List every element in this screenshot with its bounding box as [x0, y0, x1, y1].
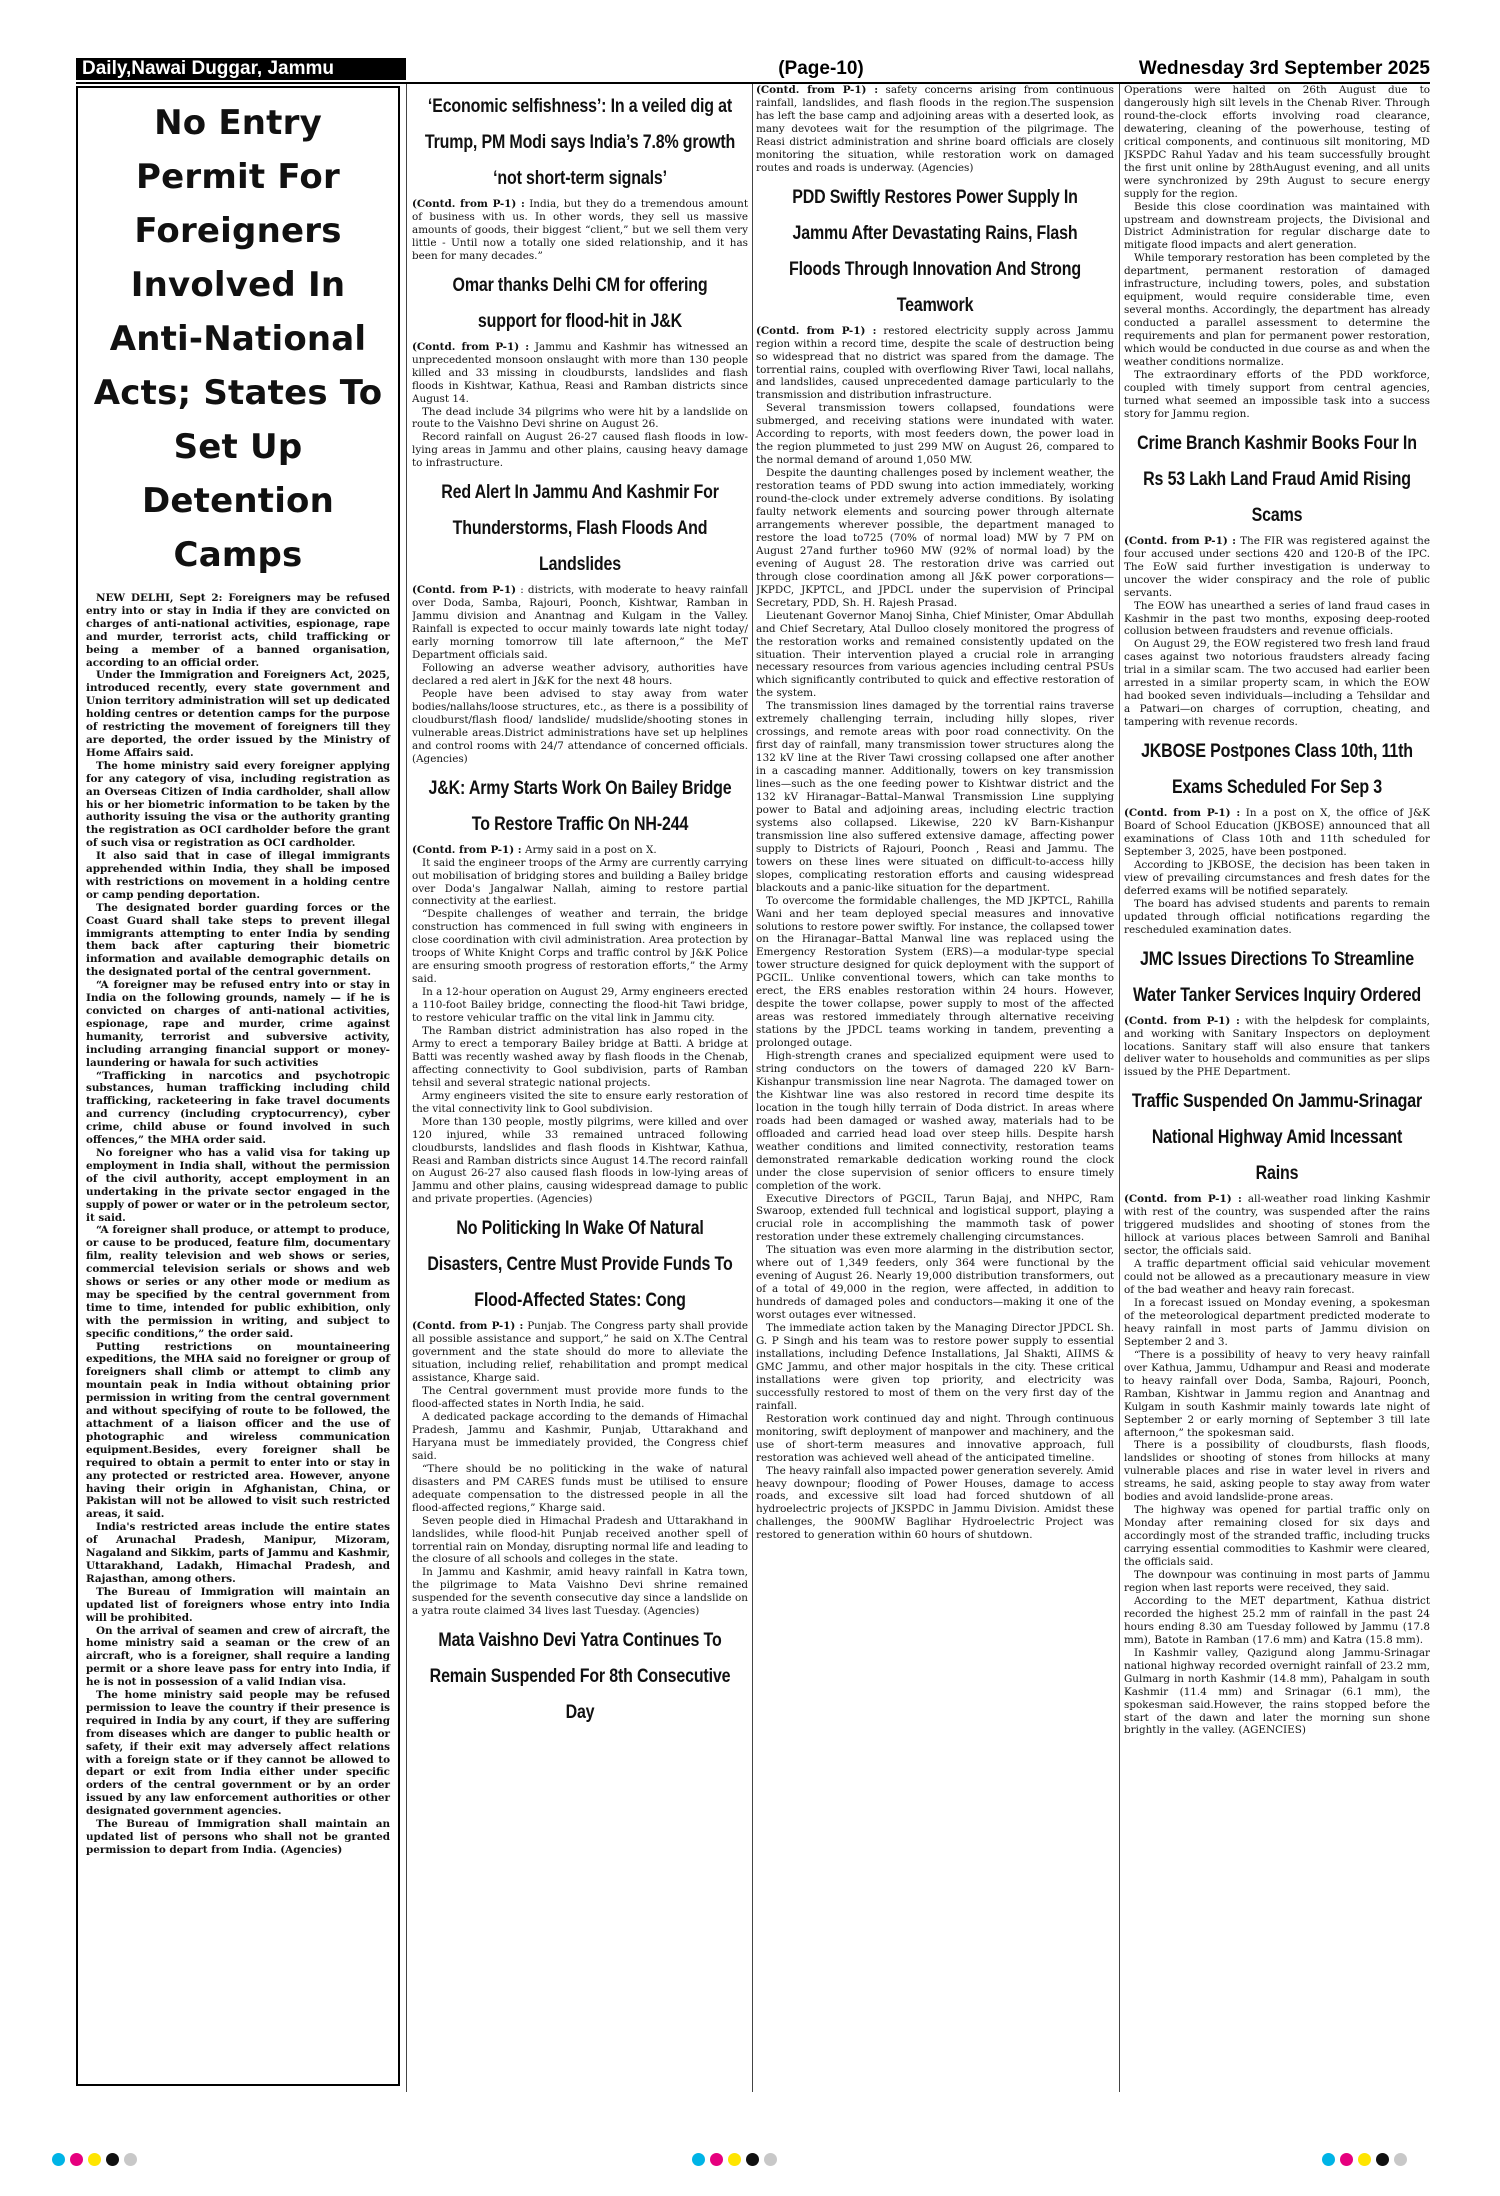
- column-3: [756, 84, 1114, 2092]
- masthead-page-number: (Page-10): [778, 58, 864, 79]
- story-headline: PDD Swiftly Restores Power Supply In Jammu After Devastating Rains, Flash Floods Through Innovation And Strong Teamwork: [789, 185, 1081, 316]
- column-divider: [406, 84, 407, 2092]
- continued-from-label: (Contd. from P-1) :: [1124, 534, 1236, 547]
- story: [412, 1210, 748, 1618]
- registration-dot: [1322, 2153, 1335, 2166]
- story: [1124, 425, 1430, 729]
- registration-dot: [1340, 2153, 1353, 2166]
- paragraph-text: The situation was even more alarming in the distribution sector, where out of 1,349 feeders, only 364 were functional by the evening of August 26. Nearly 19,000 distribution transformers, out of a total of 49,000 in the region, were affected, in addition to hundreds of damaged poles and conductors—making it one of the worst outages ever witnessed.: [756, 1244, 1114, 1322]
- story-body: [1124, 84, 1430, 421]
- paragraph-text: The highway was opened for partial traffic only on Monday after remaining closed for six days and accordingly most of the stranded traffic, including trucks carrying essential commodities to Kashmir were cleared, the officials said.: [1124, 1504, 1430, 1569]
- paragraph-text: The Ramban district administration has also roped in the Army to erect a temporary Bailey bridge at Batti. A bridge at Batti was recently washed away by flash floods in the Chenab, affecting connectivity to Gool subdivision, parts of Ramban tehsil and several strategic national projects.: [412, 1024, 748, 1089]
- story-paragraph: [412, 1090, 748, 1116]
- column-divider: [1119, 84, 1120, 2092]
- story-paragraph: [412, 986, 748, 1025]
- register-marks-right: [1322, 2153, 1407, 2167]
- story-body: [412, 1320, 748, 1618]
- lead-story-body: [86, 592, 390, 1857]
- lead-paragraph: “Trafficking in narcotics and psychotropic substances, human trafficking including child trafficking, racketeering in fake travel documents and currency (including cryptocurrency), cyber crime, child abuse or found involved in such offences,” the MHA order said.: [86, 1069, 390, 1147]
- registration-dot: [124, 2153, 137, 2166]
- paragraph-text: The FIR was registered against the four accused under sections 420 and 120-B of the IPC. The EoW said further investigation is underway to uncover the wider conspiracy and the role of public servants.: [1124, 534, 1430, 599]
- story-paragraph: [412, 198, 748, 263]
- story: [756, 84, 1114, 175]
- paragraph-text: The EOW has unearthed a series of land fraud cases in Kashmir in the past two months, exposing deep-rooted collusion between fraudsters and revenue officials.: [1124, 599, 1430, 638]
- continued-from-label: (Contd. from P-1) :: [1124, 1014, 1240, 1027]
- paragraph-text: The Central government must provide more funds to the flood-affected states in North India, he said.: [412, 1385, 748, 1411]
- story-paragraph: [1124, 859, 1430, 898]
- masthead-date: Wednesday 3rd September 2025: [1138, 58, 1430, 79]
- paragraph-text: The heavy rainfall also impacted power generation severely. Amid heavy downpour; flooding of Power Houses, damage to access roads, and excessive silt load had forced shutdown of all hydroelectric projects of JKSPDC in Jammu Division. Amidst these challenges, the 900MW Baglihar Hydroelectric Project was restored to generation within 60 hours of shutdown.: [756, 1464, 1114, 1542]
- story-body: [412, 844, 748, 1207]
- story-paragraph: [756, 1322, 1114, 1413]
- story-paragraph: [1124, 201, 1430, 253]
- story-paragraph: [1124, 600, 1430, 639]
- paragraph-text: More than 130 people, mostly pilgrims, were killed and over 120 injured, while 33 remained untraced following cloudbursts, landslides and flash floods in Kishtwar, Kathua, Reasi and Ramban districts since August 14.The record rainfall on August 26-27 also caused flash floods in low-lying areas of Jammu and other plains, causing widespread damage to public and private properties. (Agencies): [412, 1115, 748, 1206]
- continued-from-label: (Contd. from P-1) :: [412, 843, 522, 856]
- paragraph-text: Army said in a post on X.: [524, 843, 657, 856]
- paragraph-text: safety concerns arising from continuous rainfall, landslides, and flash floods in the region.The suspension has left the base camp and adjoining areas with a deserted look, as many devotees wait for the resumption of the pilgrimage. The Reasi district administration and shrine board officials are closely monitoring the situation, while restoration work on damaged routes and roads is underway. (Agencies): [756, 84, 1114, 174]
- story-paragraph: [1124, 535, 1430, 600]
- paragraph-text: Record rainfall on August 26-27 caused flash floods in low-lying areas in Jammu and other plains, causing heavy damage to infrastructure.: [412, 431, 748, 470]
- story-paragraph: [412, 688, 748, 766]
- story: [412, 474, 748, 765]
- column-2: [412, 84, 748, 2092]
- story-paragraph: [756, 1413, 1114, 1465]
- paragraph-text: There is a possibility of cloudbursts, flash floods, landslides or shooting of stones from hillocks at many vulnerable places and rise in water level in rivers and streams, he said, asking people to stay away from water bodies and avoid landslide-prone areas.: [1124, 1439, 1430, 1504]
- story-headline: JMC Issues Directions To Streamline Water Tanker Services Inquiry Ordered: [1132, 947, 1422, 1006]
- paragraph-text: The immediate action taken by the Managing Director JPDCL Sh. G. P Singh and his team was to restore power supply to essential installations, including Defence Installations, Jal Shakti, AIIMS & GMC Jammu, and other major hospitals in the city. These critical installations were given top priority, and electricity was successfully restored to most of them on the very first day of the rainfall.: [756, 1322, 1114, 1412]
- story-paragraph: [1124, 1297, 1430, 1349]
- story-headline: Omar thanks Delhi CM for offering support for flood-hit in J&K: [452, 273, 708, 332]
- story-paragraph: [1124, 1015, 1430, 1080]
- masthead-paper-name: Daily,Nawai Duggar, Jammu: [76, 58, 406, 80]
- paragraph-text: A traffic department official said vehicular movement could not be allowed as a precautionary measure in view of the bad weather and heavy rain forecast.: [1124, 1258, 1430, 1297]
- story: [1124, 84, 1430, 421]
- paragraph-text: “Despite challenges of weather and terrain, the bridge construction has commenced in full swing with engineers in close coordination with civil administration. Area protection by troops of White Knight Corps and traffic control by J&K Police are ensuring smooth progress of restoration efforts,” the Army said.: [412, 908, 748, 986]
- story-paragraph: [412, 1025, 748, 1090]
- column-divider: [752, 84, 753, 2092]
- continued-from-label: (Contd. from P-1) :: [756, 324, 877, 337]
- lead-paragraph: The home ministry said every foreigner applying for any category of visa, including registration as an Overseas Citizen of India cardholder, shall allow his or her biometric information to be taken by the authority issuing the visa or the authority granting the registration as OCI cardholder before the grant of such visa or registration as OCI cardholder.: [86, 759, 390, 850]
- story-paragraph: [412, 1515, 748, 1567]
- story-paragraph: [1124, 252, 1430, 369]
- story-paragraph: [412, 1116, 748, 1207]
- paragraph-text: People have been advised to stay away from water bodies/nallahs/loose structures, etc., as there is a possibility of cloudburst/flash flood/ landslide/ mudslide/shooting stones in vulnerable areas.District administrations have set up helplines and control rooms with 24/7 attendance of concerned officials. (Agencies): [412, 687, 748, 765]
- story-paragraph: [1124, 1193, 1430, 1258]
- lead-paragraph: Putting restrictions on mountaineering expeditions, the MHA said no foreigner or group of foreigners shall climb or attempt to climb any mountain peak in India without obtaining prior permission in writing from the central government and without specifying of route to be followed, the attachment of a liaison officer and the use of photographic and wireless communication equipment.Besides, every foreigner shall be required to obtain a permit to enter into or stay in any protected or restricted area. However, anyone having their origin in Afghanistan, China, or Pakistan will not be allowed to visit such restricted areas, it said.: [86, 1340, 390, 1521]
- continued-from-label: (Contd. from P-1) :: [1124, 1193, 1242, 1206]
- registration-dot: [1376, 2153, 1389, 2166]
- paragraph-text: A dedicated package according to the demands of Himachal Pradesh, Jammu and Kashmir, Punjab, Uttarakhand and Haryana must be immediately provided, the Congress chief said.: [412, 1411, 748, 1462]
- story-paragraph: [412, 908, 748, 986]
- story-paragraph: [412, 662, 748, 688]
- story-paragraph: [412, 406, 748, 432]
- story-paragraph: [412, 844, 748, 857]
- paragraph-text: Beside this close coordination was maintained with upstream and downstream projects, the Divisional and District Administration for regular discharge date to mitigate flood impacts and alert generation.: [1124, 200, 1430, 252]
- paragraph-text: The downpour was continuing in most parts of Jammu region when last reports were received, they said.: [1124, 1569, 1430, 1594]
- story-paragraph: [1124, 638, 1430, 729]
- paragraph-text: It said the engineer troops of the Army are currently carrying out mobilisation of bridging stores and building a Bailey bridge over Doda's Jangalwar Nallah, aiming to restore partial connectivity at the earliest.: [412, 856, 748, 908]
- paragraph-text: “There is a possibility of heavy to very heavy rainfall over Kathua, Jammu, Udhampur and Reasi and moderate to heavy rainfall over Doda, Samba, Rajouri, Poonch, Ramban, Kishtwar in Jammu region and Anantnag and Kulgam in south Kashmir mainly towards late night of September 2 or early morning of September 3 till late afternoon,” the spokesman said.: [1124, 1348, 1430, 1439]
- paragraph-text: Following an adverse weather advisory, authorities have declared a red alert in J&K for the next 48 hours.: [412, 662, 748, 687]
- story-paragraph: [756, 1465, 1114, 1543]
- story-body: [1124, 1015, 1430, 1080]
- story-paragraph: [412, 1385, 748, 1411]
- registration-dot: [692, 2153, 705, 2166]
- story-headline: J&K: Army Starts Work On Bailey Bridge To Restore Traffic On NH-244: [428, 776, 732, 835]
- paragraph-text: The dead include 34 pilgrims who were hit by a landslide on route to the Vaishno Devi shrine on August 26.: [412, 405, 748, 431]
- story-headline: Red Alert In Jammu And Kashmir For Thunderstorms, Flash Floods And Landslides: [441, 481, 719, 576]
- registration-dot: [728, 2153, 741, 2166]
- paragraph-text: In Jammu and Kashmir, amid heavy rainfall in Katra town, the pilgrimage to Mata Vaishno Devi shrine remained suspended for the seventh consecutive day since a landslide on a yatra route claimed 34 lives last Tuesday. (Agencies): [412, 1566, 748, 1618]
- story-paragraph: [756, 1244, 1114, 1322]
- paragraph-text: Lieutenant Governor Manoj Sinha, Chief Minister, Omar Abdullah and Chief Secretary, Atal Dulloo closely monitored the progress of the restoration works and remained consistently updated on the situation. Their intervention played a crucial role in arranging necessary resources from various agencies including central PSUs which significantly contributed to quick and effective restoration of the system.: [756, 609, 1114, 700]
- paragraph-text: The board has advised students and parents to remain updated through official notifications regarding the rescheduled examination dates.: [1124, 897, 1430, 936]
- lead-paragraph: The designated border guarding forces or the Coast Guard shall take steps to prevent illegal immigrants attempting to enter India by sending them back after capturing their biometric information and available demographic details on the designated portal of the central government.: [86, 901, 390, 979]
- paragraph-text: The extraordinary efforts of the PDD workforce, coupled with timely support from central agencies, turned what seemed an impossible task into a success story for Jammu region.: [1124, 368, 1430, 420]
- paragraph-text: To overcome the formidable challenges, the MD JKPTCL, Rahilla Wani and her team deployed special measures and innovative solutions to restore power swiftly. For instance, the collapsed tower on the Hiranagar–Battal Manwal line was replaced using the Emergency Restoration System (ERS)—a modular-type special tower structure designed for quick deployment with the support of PGCIL. Unlike conventional towers, which can take months to erect, the ERS enables restoration within 24 hours. However, despite the tower collapse, power supply to most of the affected areas was restored immediately through alternative receiving stations by the JPDCL teams working in tandem, preventing a prolonged outage.: [756, 894, 1114, 1050]
- paragraph-text: Punjab. The Congress party shall provide all possible assistance and support,” he said on X.The Central government and the state should do more to alleviate the situation, including relief, rehabilitation and prompt medical assistance, Kharge said.: [412, 1320, 748, 1385]
- story-headline: No Politicking In Wake Of Natural Disasters, Centre Must Provide Funds To Flood-Affected States: Cong: [427, 1217, 733, 1312]
- registration-dot: [1358, 2153, 1371, 2166]
- story-paragraph: [756, 895, 1114, 1050]
- paragraph-text: India, but they do a tremendous amount of business with us. In other words, they sell us massive amounts of goods, their biggest “client,” but we sell them very little - Until now a totally one sided relationship, and it has been for many decades.”: [412, 198, 748, 262]
- paragraph-text: restored electricity supply across Jammu region within a record time, despite the scale of destruction being so widespread that no district was spared from the damage. The torrential rains, coupled with overflowing River Tawi, local nallahs, and landslides, caused unprecedented damage particularly to the transmission and distribution infrastructure.: [756, 324, 1114, 402]
- story: [412, 1622, 748, 1730]
- story-paragraph: [412, 584, 748, 662]
- story-paragraph: [1124, 1439, 1430, 1504]
- lead-paragraph: On the arrival of seamen and crew of aircraft, the home ministry said a seaman or the crew of an aircraft, who is a foreigner, shall require a landing permit or a shore leave pass for entry into India, if he is not in possession of a valid Indian visa.: [86, 1624, 390, 1689]
- story-paragraph: [1124, 1504, 1430, 1569]
- paragraph-text: Executive Directors of PGCIL, Tarun Bajaj, and NHPC, Ram Swaroop, extended full technical and logistical support, playing a crucial role in accomplishing the mammoth task of power restoration under these extremely challenging circumstances.: [756, 1192, 1114, 1244]
- registration-dot: [88, 2153, 101, 2166]
- story-paragraph: [412, 857, 748, 909]
- paragraph-text: In a post on X, the office of J&K Board of School Education (JKBOSE) announced that all examinations of Class 10th and 11th scheduled for September 3, 2025, have been postponed.: [1124, 807, 1430, 858]
- registration-dot: [1394, 2153, 1407, 2166]
- story-paragraph: [756, 325, 1114, 403]
- story-body: [412, 341, 748, 471]
- paragraph-text: Despite the daunting challenges posed by inclement weather, the restoration teams of PDD swung into action immediately, working round-the-clock under extremely adverse conditions. By isolating faulty network elements and sourcing power through alternate arrangements wherever possible, the department managed to restore the load to725 (70% of normal load) MW by 7 PM on August 27and further to960 MW (92% of normal load) by the evening of August 28. The restoration drive was carried out through close coordination among all J&K power corporations—JKPDC, JKPTCL, and JPDCL under the supervision of Principal Secretary, PDD, Sh. H. Rajesh Prasad.: [756, 467, 1114, 609]
- continued-from-label: (Contd. from P-1) :: [412, 198, 525, 210]
- story-headline: ‘Economic selfishness’: In a veiled dig at Trump, PM Modi says India’s 7.8% growth ‘not short-term signals’: [424, 95, 736, 189]
- story-paragraph: [756, 700, 1114, 894]
- story-body: [1124, 807, 1430, 937]
- lead-paragraph: Under the Immigration and Foreigners Act, 2025, introduced recently, every state government and Union territory administration will set up dedicated holding centres or detention camps for the purpose of restricting the movement of foreigners till they are deported, the order issued by the Ministry of Home Affairs said.: [86, 669, 390, 759]
- story-body: [1124, 535, 1430, 729]
- story-headline: Mata Vaishno Devi Yatra Continues To Remain Suspended For 8th Consecutive Day: [429, 1629, 731, 1724]
- paragraph-text: The transmission lines damaged by the torrential rains traverse extremely challenging terrain, including hilly slopes, river crossings, and remote areas with poor road connectivity. On the first day of rainfall, many transmission tower structures along the 132 kV line at the River Tawi crossing collapsed one after another in a cascading manner. Additionally, towers on key transmission lines—such as the one feeding power to Kishtwar district and the 132 kV Hiranagar–Battal–Manwal Transmission Line supplying power to Batal and adjoining areas, including electric traction systems also collapsed. Likewise, 220 kV Barn-Kishanpur transmission line also suffered extensive damage, affecting power supply to Districts of Rajouri, Poonch , Reasi and Jammu. The towers on these lines were situated on difficult-to-access hilly slopes, complicating restoration efforts and causing widespread blackouts and a panic-like situation for the department.: [756, 700, 1114, 894]
- lead-paragraph: NEW DELHI, Sept 2: Foreigners may be refused entry into or stay in India if they are convicted on charges of anti-national activities, espionage, rape and murder, terrorist acts, child trafficking or being a member of a banned organisation, according to an official order.: [86, 592, 390, 669]
- story-body: [412, 584, 748, 765]
- story: [1124, 1083, 1430, 1737]
- lead-headline: No Entry Permit For Foreigners Involved In Anti-National Acts; States To Set Up Detention Camps: [93, 103, 383, 575]
- paragraph-text: High-strength cranes and specialized equipment were used to string conductors on the towers of damaged 220 kV Barn-Kishanpur transmission line near Nagrota. The damaged tower on the Kishtwar line was also restored in record time despite its location in the tough hilly terrain of Doda district. In areas where roads had been damaged or washed away, materials had to be offloaded and carried head load over steep hills. Despite harsh weather conditions and limited connectivity, restoration teams demonstrated remarkable dedication working round the clock under the close supervision of senior officers to ensure timely completion of the work.: [756, 1050, 1114, 1192]
- lead-paragraph: No foreigner who has a valid visa for taking up employment in India shall, without the permission of the civil authority, accept employment in an undertaking in the private sector engaged in the supply of power or water or in the petroleum sector, it said.: [86, 1146, 390, 1224]
- paragraph-text: with the helpdesk for complaints, and working with Sanitary Inspectors on deployment locations. Sanitary staff will also ensure that tankers deliver water to households and communities as per slips issued by the PHE Department.: [1124, 1014, 1430, 1079]
- continued-from-label: (Contd. from P-1): [412, 584, 516, 597]
- lead-paragraph: The Bureau of Immigration shall maintain an updated list of persons who shall not be granted permission to depart from India. (Agencies): [86, 1818, 390, 1856]
- story-headline: JKBOSE Postpones Class 10th, 11th Exams Scheduled For Sep 3: [1141, 740, 1413, 799]
- story: [412, 267, 748, 471]
- paragraph-text: On August 29, the EOW registered two fresh land fraud cases against two notorious fraudsters already facing trial in a similar scam. The two accused had earlier been arrested in a similar property scam, in which the EOW had booked seven individuals—including a Tehsildar and a Patwari—on charges of corruption, cheating, and tampering with revenue records.: [1124, 638, 1430, 729]
- paragraph-text: : districts, with moderate to heavy rainfall over Doda, Samba, Rajouri, Poonch, Kishtwar, Ramban in Jammu division and Anantnag and Kulgam in the Valley. Rainfall is expected to occur mainly towards late night today/ early morning tomorrow till late afternoon,” the MeT Department officials said.: [412, 584, 748, 662]
- story-paragraph: [756, 402, 1114, 467]
- story-paragraph: [1124, 369, 1430, 421]
- paragraph-text: Jammu and Kashmir has witnessed an unprecedented monsoon onslaught with more than 130 people killed and 33 missing in cloudbursts, landslides and flash floods in Kishtwar, Kathua, Reasi and Ramban districts since August 14.: [412, 340, 748, 405]
- paragraph-text: While temporary restoration has been completed by the department, permanent restoration of damaged infrastructure, including towers, poles, and substation equipment, would require considerable time, even several months. Accordingly, the department has already conducted a parallel assessment to determine the requirements and plan for permanent power restoration, which would be conducted in due course as and when the weather conditions normalize.: [1124, 252, 1430, 369]
- story-paragraph: [412, 1320, 748, 1385]
- story: [412, 770, 748, 1207]
- lead-paragraph: The home ministry said people may be refused permission to leave the country if their presence is required in India by any court, if they are suffering from diseases which are danger to public health or safety, if their exit may adversely affect relations with a foreign state or if they cannot be allowed to depart or exit from India either under specific orders of the central government or by an order issued by any law enforcement authorities or other designated government agencies.: [86, 1689, 390, 1818]
- continued-from-label: (Contd. from P-1) :: [756, 84, 879, 96]
- story-paragraph: [756, 84, 1114, 175]
- story: [1124, 733, 1430, 937]
- lead-story-box: [76, 86, 400, 2086]
- story-paragraph: [1124, 1349, 1430, 1440]
- registration-dot: [710, 2153, 723, 2166]
- registration-dot: [70, 2153, 83, 2166]
- registration-dot: [106, 2153, 119, 2166]
- story-paragraph: [412, 1566, 748, 1618]
- story: [412, 88, 748, 263]
- paragraph-text: Seven people died in Himachal Pradesh and Uttarakhand in landslides, while flood-hit Punjab received another spell of torrential rain on Monday, disrupting normal life and leading to the closure of all schools and colleges in the state.: [412, 1514, 748, 1566]
- story-paragraph: [756, 467, 1114, 609]
- paragraph-text: According to the MET department, Kathua district recorded the highest 25.2 mm of rainfall in the past 24 hours ending 8.30 am Tuesday followed by Jammu (17.8 mm), Batote in Ramban (17.6 mm) and Katra (15.8 mm).: [1124, 1594, 1430, 1646]
- story-paragraph: [412, 1411, 748, 1463]
- story-paragraph: [412, 431, 748, 470]
- story-paragraph: [1124, 1595, 1430, 1647]
- story-body: [1124, 1193, 1430, 1737]
- paragraph-text: In Kashmir valley, Qazigund along Jammu-Srinagar national highway recorded overnight rainfall of 23.2 mm, Gulmarg in north Kashmir (14.8 mm), Pahalgam in south Kashmir (11.4 mm) and Srinagar (6.1 mm), the spokesman said.However, the rains stopped before the start of the dawn and later the morning sun shone brightly in the valley. (AGENCIES): [1124, 1646, 1430, 1737]
- paragraph-text: Restoration work continued day and night. Through continuous monitoring, swift deployment of manpower and machinery, and the use of short-term measures and innovative approach, full restoration was achieved well ahead of the anticipated timeline.: [756, 1412, 1114, 1464]
- paragraph-text: In a forecast issued on Monday evening, a spokesman of the meteorological department predicted moderate to heavy rainfall in most parts of Jammu division on September 2 and 3.: [1124, 1297, 1430, 1348]
- story-paragraph: [1124, 84, 1430, 201]
- registration-dot: [764, 2153, 777, 2166]
- paragraph-text: In a 12-hour operation on August 29, Army engineers erected a 110-foot Bailey bridge, connecting the flood-hit Tawi bridge, to restore vehicular traffic on the vital link in Jammu city.: [412, 986, 748, 1025]
- registration-dot: [52, 2153, 65, 2166]
- continued-from-label: (Contd. from P-1) :: [1124, 807, 1241, 820]
- paragraph-text: Several transmission towers collapsed, foundations were submerged, and receiving stations were inundated with water. According to reports, with most feeders down, the power load in the region plummeted to just 299 MW on August 26, compared to the normal demand of around 1,050 MW.: [756, 402, 1114, 467]
- paragraph-text: all-weather road linking Kashmir with rest of the country, was suspended after the rains triggered mudslides and shooting of stones from the hillock at various places between Samroli and Banihal sector, the officials said.: [1124, 1193, 1430, 1258]
- register-marks-center: [692, 2153, 777, 2167]
- lead-paragraph: “A foreigner shall produce, or attempt to produce, or cause to be produced, feature film, documentary film, reality television and web shows or series, commercial television serials or shows and web shows or series or any other mode or medium as may be specified by the central government from time to time, intended for public exhibition, only with the permission in writing, and subject to specific conditions,” the order said.: [86, 1224, 390, 1340]
- story-paragraph: [1124, 1647, 1430, 1738]
- story-paragraph: [756, 1193, 1114, 1245]
- story-paragraph: [412, 1463, 748, 1515]
- continued-from-label: (Contd. from P-1) :: [412, 340, 530, 353]
- story-headline: Traffic Suspended On Jammu-Srinagar National Highway Amid Incessant Rains: [1131, 1090, 1423, 1185]
- column-4: [1124, 84, 1430, 2092]
- story-paragraph: [412, 341, 748, 406]
- paragraph-text: Army engineers visited the site to ensure early restoration of the vital connectivity link to Gool subdivision.: [412, 1089, 748, 1115]
- register-marks-left: [52, 2153, 137, 2167]
- story-paragraph: [1124, 807, 1430, 859]
- story-body: [756, 325, 1114, 1543]
- story-body: [756, 84, 1114, 175]
- paragraph-text: Operations were halted on 26th August due to dangerously high silt levels in the Chenab River. Through round-the-clock efforts involving road clearance, dewatering, cleaning of the powerhouse, testing of critical components, and continuous silt monitoring, MD JKSPDC Rahul Yadav and his team successfully brought the first unit online by 28thAugust evening, and all units were synchronized by 29th August to secure energy supply for the region.: [1124, 84, 1430, 200]
- story-headline: Crime Branch Kashmir Books Four In Rs 53 Lakh Land Fraud Amid Rising Scams: [1137, 431, 1417, 526]
- story: [1124, 941, 1430, 1080]
- story: [756, 179, 1114, 1543]
- lead-paragraph: It also said that in case of illegal immigrants apprehended within India, they shall be imposed with restrictions on movement in a holding centre or camp pending deportation.: [86, 850, 390, 901]
- paragraph-text: “There should be no politicking in the wake of natural disasters and PM CARES funds must be utilised to ensure adequate compensation to the distressed people in all the flood-affected regions,” Kharge said.: [412, 1462, 748, 1514]
- story-paragraph: [756, 1050, 1114, 1192]
- story-paragraph: [756, 610, 1114, 701]
- story-body: [412, 198, 748, 263]
- paragraph-text: According to JKBOSE, the decision has been taken in view of prevailing circumstances and fresh dates for the deferred exams will be notified separately.: [1124, 858, 1430, 897]
- continued-from-label: (Contd. from P-1) :: [412, 1320, 524, 1333]
- story-paragraph: [1124, 898, 1430, 937]
- lead-paragraph: The Bureau of Immigration will maintain an updated list of foreigners whose entry into India will be prohibited.: [86, 1585, 390, 1624]
- lead-paragraph: India's restricted areas include the entire states of Arunachal Pradesh, Manipur, Mizoram, Nagaland and Sikkim, parts of Jammu and Kashmir, Uttarakhand, Ladakh, Himachal Pradesh, and Rajasthan, among others.: [86, 1521, 390, 1585]
- lead-paragraph: “A foreigner may be refused entry into or stay in India on the following grounds, namely — if he is convicted on charges of anti-national activities, espionage, rape and murder, crime against humanity, terrorist and subversive activity, including arranging financial support or money-laundering or hawala for such activities: [86, 979, 390, 1069]
- story-paragraph: [1124, 1258, 1430, 1297]
- story-paragraph: [1124, 1569, 1430, 1595]
- registration-dot: [746, 2153, 759, 2166]
